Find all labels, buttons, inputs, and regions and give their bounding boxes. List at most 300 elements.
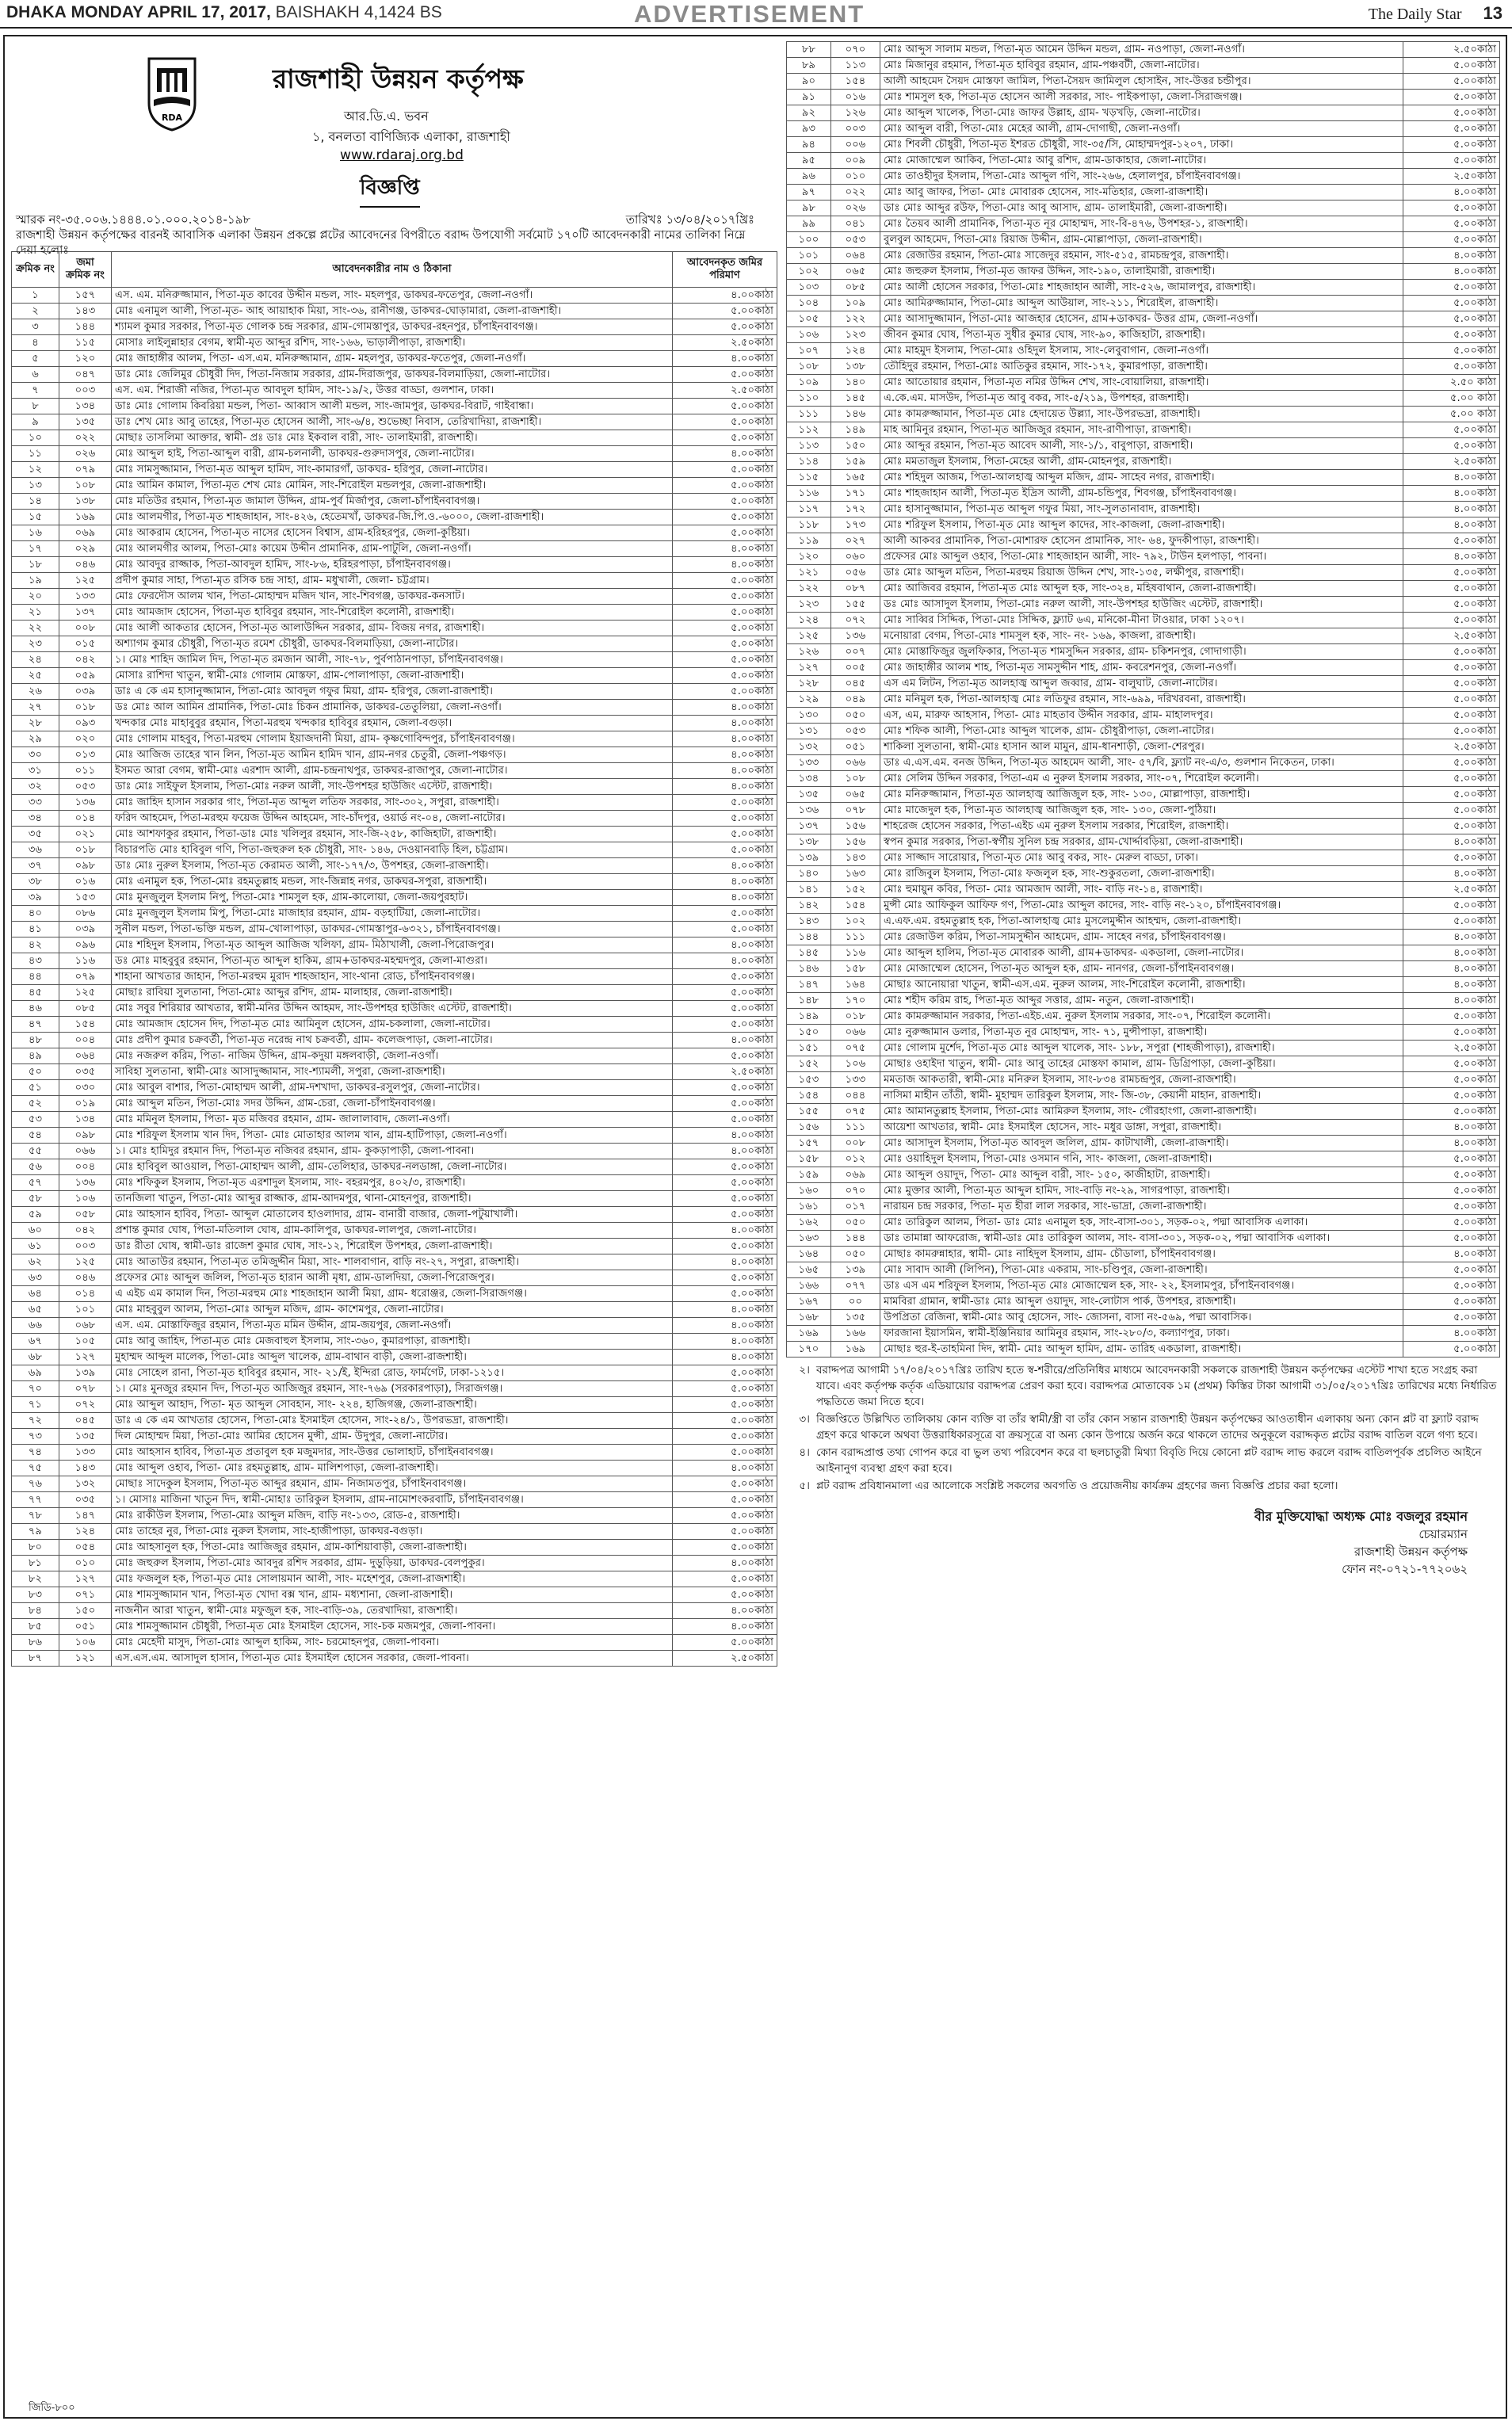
- cell-application-no: ০১৪: [59, 811, 112, 827]
- table-row: [12, 1429, 777, 1445]
- table-row: [787, 121, 1500, 137]
- table-row: [12, 1239, 777, 1254]
- cell-area: ২.৫০কাঠা: [1403, 882, 1500, 898]
- cell-name-address: মোঃ তৈয়ব আলী প্রামানিক, পিতা-মৃত নূর মোহাম্মদ, সাং-বি-৪৭৬, উপশহর-১, রাজশাহী।: [880, 216, 1403, 232]
- cell-serial: ৭৮: [12, 1508, 59, 1524]
- cell-name-address: মোঃ মাহবুবুল আলম, পিতা-মোঃ আব্দুল মজিদ, গ্রাম- কাশেমপুর, জেলা-নাটোর।: [112, 1302, 673, 1318]
- table-row: [787, 1326, 1500, 1342]
- cell-name-address: মোঃ আজিবর রহমান, পিতা-মৃত মোঃ আব্দুল হক, সাং-৩২৪, মহিষবাথান, জেলা-রাজশাহী।: [880, 581, 1403, 597]
- cell-application-no: ১৬৫: [831, 470, 880, 486]
- cell-name-address: মোঃ মনিমুল হক, পিতা-আলহাজ্ব মোঃ লতিফুর রহমান, সাং-৬৯৯, দরিখরবনা, রাজশাহী।: [880, 692, 1403, 708]
- cell-name-address: মোঃ আব্দুল খালেক, পিতা-মোঃ জাফর উল্লাহ, গ্রাম- খড়খড়ি, জেলা-নাটোর।: [880, 105, 1403, 121]
- cell-area: ৫.০০কাঠা: [1403, 1025, 1500, 1041]
- cell-area: ৫.০০কাঠা: [673, 1270, 777, 1286]
- cell-serial: ৯৪: [787, 137, 831, 153]
- cell-application-no: ১৪৫: [831, 391, 880, 407]
- cell-area: ৫.০০কাঠা: [1403, 153, 1500, 169]
- cell-area: ৫.০০কাঠা: [1403, 914, 1500, 930]
- cell-serial: ১৪৫: [787, 945, 831, 961]
- table-row: [787, 407, 1500, 422]
- cell-serial: ৯৬: [787, 169, 831, 185]
- cell-name-address: মোঃ শহিদুল আজম, পিতা-আলহাজ্ব আব্দুল মজিদ, গ্রাম- সাহেব নগর, রাজশাহী।: [880, 470, 1403, 486]
- cell-application-no: ০০৪: [59, 1033, 112, 1048]
- cell-name-address: আলী আকবর প্রামানিক, পিতা-মোশারফ হোসেন প্রামানিক, সাং- ৬৪, ফুদকীপাড়া, রাজশাহী।: [880, 533, 1403, 549]
- cell-area: ৫.০০কাঠা: [1403, 1278, 1500, 1294]
- masthead-section: ADVERTISEMENT: [634, 0, 865, 28]
- cell-area: ৪.০০কাঠা: [1403, 834, 1500, 850]
- cell-application-no: ১৫৭: [59, 288, 112, 304]
- cell-area: ২.৫০কাঠা: [673, 1651, 777, 1667]
- cell-application-no: ০৪১: [831, 216, 880, 232]
- cell-serial: ১৬৮: [787, 1310, 831, 1326]
- cell-application-no: ০৩৯: [59, 922, 112, 937]
- table-row: [787, 771, 1500, 787]
- cell-application-no: ০৯৮: [59, 858, 112, 874]
- cell-area: ২.৫০কাঠা: [673, 1064, 777, 1080]
- table-row: [12, 1112, 777, 1128]
- cell-name-address: এস. এম. মোস্তাফিজুর রহমান, পিতা-মৃত মমিন উদ্দীন, গ্রাম-জয়পুর, জেলা-নওগাঁ।: [112, 1318, 673, 1334]
- cell-area: ৫.০০কাঠা: [673, 621, 777, 636]
- cell-application-no: ১০৮: [831, 771, 880, 787]
- cell-area: ৫.০০কাঠা: [673, 1207, 777, 1223]
- table-row: [12, 1635, 777, 1651]
- cell-name-address: মোঃ মোজাম্মেল হোসেন, পিতা-মৃত আব্দুল হক, গ্রাম- নানগর, জেলা-চাঁপাইনবাবগঞ্জ।: [880, 961, 1403, 977]
- table-row: [12, 319, 777, 335]
- cell-serial: ১৬৩: [787, 1231, 831, 1247]
- cell-name-address: এস এম লিটন, পিতা-মৃত আলহাজ্ব আব্দুল জব্বার, গ্রাম- বালুঘাট, জেলা-নাটোর।: [880, 676, 1403, 692]
- cell-application-no: ১৫২: [831, 882, 880, 898]
- signatory-name: বীর মুক্তিযোদ্ধা অধ্যক্ষ মোঃ বজলুর রহমান: [1254, 1509, 1468, 1524]
- table-row: [12, 573, 777, 589]
- table-row: [12, 1017, 777, 1033]
- cell-area: ৪.০০কাঠা: [1403, 517, 1500, 533]
- table-row: [787, 850, 1500, 866]
- cell-serial: ৮২: [12, 1571, 59, 1587]
- cell-area: ৫.০০কাঠা: [673, 1635, 777, 1651]
- table-row: [12, 589, 777, 605]
- cell-serial: ৭৩: [12, 1429, 59, 1445]
- cell-name-address: মোঃ সামসুজ্জামান, পিতা-মৃত আব্দুল হামিদ, সাং-কামারগাঁ, ডাকঘর- হরিপুর, জেলা-নাটোর।: [112, 462, 673, 478]
- cell-serial: ৫৯: [12, 1207, 59, 1223]
- cell-serial: ১৫১: [787, 1041, 831, 1056]
- cell-serial: ১২১: [787, 565, 831, 581]
- cell-serial: ৯৯: [787, 216, 831, 232]
- cell-serial: ৩২: [12, 779, 59, 795]
- table-row: [787, 866, 1500, 882]
- cell-serial: ১৫৩: [787, 1072, 831, 1088]
- table-row: [787, 1009, 1500, 1025]
- cell-serial: ৬৮: [12, 1350, 59, 1365]
- cell-serial: ১৮: [12, 557, 59, 573]
- cell-name-address: ডাঃ মোঃ সাইফুল ইসলাম, পিতা-মোঃ নরুল আলী, সাং-উপশহর হাউজিং এস্টেট, রাজশাহী।: [112, 779, 673, 795]
- cell-name-address: ডাঃ মোঃ আব্দুল মতিন, পিতা-মরহুম রিয়াজ উদ্দিন শেখ, সাং-১৩৫, লক্ষীপুর, রাজশাহী।: [880, 565, 1403, 581]
- cell-serial: ১১৬: [787, 486, 831, 502]
- cell-serial: ১৫৮: [787, 1151, 831, 1167]
- cell-serial: ২১: [12, 605, 59, 621]
- cell-serial: ২৬: [12, 684, 59, 700]
- table-row: [12, 1207, 777, 1223]
- cell-area: ৫.০০কাঠা: [673, 636, 777, 652]
- table-row: [12, 1270, 777, 1286]
- cell-area: ৫.০০কাঠা: [673, 1191, 777, 1207]
- cell-name-address: মোঃ আবু জাহিদ, পিতা-মৃত মোঃ মেজবাহুল ইসলাম, সাং-৩৬০, কুমারপাড়া, রাজশাহী।: [112, 1334, 673, 1350]
- table-row: [12, 605, 777, 621]
- cell-area: ৪.০০কাঠা: [673, 1033, 777, 1048]
- cell-area: ৫.০০কাঠা: [673, 430, 777, 446]
- cell-area: ৫.০০কাঠা: [673, 811, 777, 827]
- cell-name-address: মোঃ আতাউর রহমান, পিতা-মৃত তমিজুদ্দীন মিয়া, সাং- শালবাগান, বাড়ি নং-২৭, সপুরা, রাজশাহী।: [112, 1254, 673, 1270]
- cell-area: ৫.০০কাঠা: [1403, 121, 1500, 137]
- cell-name-address: মোঃ মাজেদুল হক, পিতা-মৃত আলহাজ্ব আজিজুল হক, সাং- ১৩০, জেলা-পুঠিয়া।: [880, 803, 1403, 819]
- cell-application-no: ০০৮: [59, 621, 112, 636]
- table-row: [787, 945, 1500, 961]
- table-row: [787, 993, 1500, 1009]
- cell-application-no: ০০৫: [831, 660, 880, 676]
- table-row: [12, 1144, 777, 1159]
- cell-serial: ৭৪: [12, 1445, 59, 1461]
- signatory-office: রাজশাহী উন্নয়ন কর্তৃপক্ষ: [1354, 1545, 1468, 1559]
- org-building: আর.ডি.এ. ভবন: [344, 109, 429, 124]
- table-row: [12, 652, 777, 668]
- table-row: [12, 399, 777, 414]
- cell-area: ৫.০০কাঠা: [673, 573, 777, 589]
- cell-serial: ৯৭: [787, 185, 831, 200]
- cell-serial: ১৫৬: [787, 1120, 831, 1136]
- notice-intro: রাজশাহী উন্নয়ন কর্তৃপক্ষের বারনই আবাসিক এলাকা উন্নয়ন প্রকল্পে প্লটের আবেদনের বিপরীতে বরাদ্দ উপযোগী সর্বমোট ১৭০টি আবেদনকারী নামের তালিকা নিম্নে দেয়া হলোঃ: [16, 229, 746, 257]
- cell-application-no: ১৩৫: [59, 414, 112, 430]
- cell-application-no: ০৬৫: [831, 787, 880, 803]
- cell-serial: ৫৫: [12, 1144, 59, 1159]
- cell-serial: ৪৮: [12, 1033, 59, 1048]
- cell-area: ৫.০০কাঠা: [1403, 771, 1500, 787]
- cell-application-no: ১২৫: [59, 573, 112, 589]
- cell-serial: ১৪২: [787, 898, 831, 914]
- table-row: [787, 1199, 1500, 1215]
- table-row: [12, 1651, 777, 1667]
- cell-area: ৫.০০কাঠা: [673, 1381, 777, 1397]
- cell-serial: ১০: [12, 430, 59, 446]
- cell-area: ৫.০০কাঠা: [673, 494, 777, 510]
- table-row: [12, 700, 777, 716]
- cell-name-address: মোঃ শফিকুল ইসলাম, পিতা-মৃত এরশাদুল ইসলাম, সাং- বহরমপুর, ৪০২/৩, রাজশাহী।: [112, 1175, 673, 1191]
- cell-application-no: ১৩৫: [59, 1429, 112, 1445]
- table-row: [787, 42, 1500, 58]
- cell-serial: ৮৯: [787, 58, 831, 74]
- cell-serial: ৭১: [12, 1397, 59, 1413]
- cell-area: ৫.০০কাঠা: [1403, 787, 1500, 803]
- cell-area: ৫.০০কাঠা: [673, 1540, 777, 1556]
- cell-serial: ১১: [12, 446, 59, 462]
- cell-serial: ১৬১: [787, 1199, 831, 1215]
- cell-application-no: ০৭৯: [59, 462, 112, 478]
- cell-serial: ১৯: [12, 573, 59, 589]
- cell-area: ৫.০০কাঠা: [673, 795, 777, 811]
- cell-application-no: ১০৯: [831, 296, 880, 311]
- cell-application-no: ০৪২: [59, 1223, 112, 1239]
- table-row: [787, 264, 1500, 280]
- cell-application-no: ০৫৮: [59, 1207, 112, 1223]
- cell-application-no: ০৪৭: [59, 367, 112, 383]
- cell-name-address: ডাঃ মোঃ জেলিমুর চৌধুরী দিদ, পিতা-নিজাম সরকার, গ্রাম-দিরাজপুর, ডাকঘর-বিলমাড়িয়া, জেলা-নাটোর।: [112, 367, 673, 383]
- table-row: [12, 557, 777, 573]
- cell-serial: ১৪১: [787, 882, 831, 898]
- table-row: [787, 628, 1500, 644]
- cell-area: ৫.০০কাঠা: [673, 1476, 777, 1492]
- note-number: ২।: [799, 1364, 810, 1377]
- cell-name-address: মোসাঃ রাশিদা খাতুন, স্বামী-মোঃ গোলাম মোস্তফা, গ্রাম-পোলাপাড়া, জেলা-রাজশাহী।: [112, 668, 673, 684]
- table-row: [12, 1175, 777, 1191]
- cell-application-no: ০৪৫: [831, 676, 880, 692]
- table-row: [787, 296, 1500, 311]
- cell-application-no: ০৬৪: [831, 248, 880, 264]
- cell-application-no: ০১৬: [59, 874, 112, 890]
- cell-serial: ১৭: [12, 541, 59, 557]
- cell-application-no: ১৫০: [831, 438, 880, 454]
- right-table-body: [787, 42, 1500, 1358]
- cell-area: ৫.০০কাঠা: [1403, 1342, 1500, 1358]
- cell-name-address: মোছাঃ ওহাইদা খাতুন, স্বামী- মোঃ আবু তাহের মোস্তফা কামাল, গ্রাম- ডিগ্রিপাড়া, জেলা-কুষ্টিয়া।: [880, 1056, 1403, 1072]
- advertisement-frame: [3, 35, 1507, 2419]
- cell-serial: ৪১: [12, 922, 59, 937]
- cell-serial: ১১০: [787, 391, 831, 407]
- cell-serial: ১৩৩: [787, 755, 831, 771]
- table-row: [787, 834, 1500, 850]
- cell-serial: ৩৫: [12, 827, 59, 842]
- cell-area: ৪.০০কাঠা: [673, 716, 777, 731]
- cell-serial: ১১১: [787, 407, 831, 422]
- cell-application-no: ০৪৬: [59, 557, 112, 573]
- cell-name-address: মোঃ আব্দুস সালাম মন্ডল, পিতা-মৃত আমেন উদ্দিন মন্ডল, গ্রাম- নওপাড়া, জেলা-নওগাঁ।: [880, 42, 1403, 58]
- cell-serial: ৪২: [12, 937, 59, 953]
- cell-name-address: মোঃ এনামুল হক, পিতা-মোঃ রহমতুল্লাহ মন্ডল, সাং-জিন্নাহ নগর, ডাকঘর-সপুরা, রাজশাহী।: [112, 874, 673, 890]
- cell-serial: ৪৪: [12, 969, 59, 985]
- cell-name-address: ডঃ মোঃ আল আমিন প্রামানিক, পিতা-মোঃ চিকন প্রামানিক, ডাকঘর-তেতুলিয়া, জেলা-নওগাঁ।: [112, 700, 673, 716]
- cell-name-address: মোঃ মুনজুলুল ইসলাম মিপু, পিতা-মোঃ মাজাহার রহমান, গ্রাম- বড়হাটিয়া, জেলা-নাটোর।: [112, 906, 673, 922]
- cell-serial: ১৬: [12, 525, 59, 541]
- cell-name-address: মোঃ হাবিবুল আওয়াল, পিতা-মোহাম্মদ আলী, গ্রাম-তেলিহার, ডাকঘর-নলডাঙ্গা, জেলা-নাটোর।: [112, 1159, 673, 1175]
- table-row: [787, 169, 1500, 185]
- cell-area: ৪.০০কাঠা: [673, 890, 777, 906]
- cell-application-no: ০১৮: [59, 842, 112, 858]
- ad-reference: জিডি-৮০০: [29, 2402, 75, 2414]
- cell-area: ৫.০০কাঠা: [1403, 311, 1500, 327]
- cell-name-address: মোঃ শামসুজ্জামান খান, পিতা-মৃত খোদা বক্স খান, গ্রাম- মধ্যশানা, জেলা-রাজশাহী।: [112, 1587, 673, 1603]
- cell-application-no: ১০৬: [831, 1056, 880, 1072]
- cell-area: ৪.০০কাঠা: [673, 446, 777, 462]
- memo-date: তারিখঃ ১৩/০৪/২০১৭খ্রিঃ: [625, 212, 754, 227]
- cell-application-no: ০৭২: [59, 1397, 112, 1413]
- cell-name-address: মোঃ শাহজাহান আলী, পিতা-মৃত ইদ্রিস আলী, গ্রাম-চন্ডিপুর, শিবগঞ্জ, চাঁপাইনবাবগঞ্জ।: [880, 486, 1403, 502]
- table-row: [12, 1556, 777, 1571]
- cell-area: ৪.০০কাঠা: [673, 747, 777, 763]
- cell-area: ৪.০০কাঠা: [1403, 977, 1500, 993]
- cell-serial: ৮০: [12, 1540, 59, 1556]
- org-name: রাজশাহী উন্নয়ন কর্তৃপক্ষ: [273, 63, 524, 94]
- cell-name-address: মুহাম্মদ আব্দুল মালেক, পিতা-মোঃ আব্দুল খালেক, গ্রাম-বাথান বাড়ী, জেলা-রাজশাহী।: [112, 1350, 673, 1365]
- cell-application-no: ০৫১: [831, 739, 880, 755]
- cell-area: ৫.০০কাঠা: [1403, 803, 1500, 819]
- table-row: [787, 1342, 1500, 1358]
- table-row: [12, 304, 777, 319]
- cell-name-address: ফারজানা ইয়াসমিন, স্বামী-ইঞ্জিনিয়ার আমিনুর রহমান, সাং-২৮০/৩, কল্যাণপুর, ঢাকা।: [880, 1326, 1403, 1342]
- cell-name-address: ডাঃ এ.এস.এম. বনজ উদ্দিন, পিতা-মৃত আহমেদ আলী, সাং- ৫৭/বি, ফ্ল্যাট নং-এ/৩, গুলশান নিকেতন, ঢাকা।: [880, 755, 1403, 771]
- cell-name-address: মোঃ শামসুজ্জামান চৌধুরী, পিতা-মৃত মোঃ ইসমাইল হোসেন, সাং-চক মজমপুর, জেলা-পাবনা।: [112, 1619, 673, 1635]
- cell-serial: ১৫: [12, 510, 59, 525]
- masthead-dateline: [6, 3, 442, 22]
- table-row: [12, 811, 777, 827]
- cell-serial: ৭২: [12, 1413, 59, 1429]
- cell-name-address: মোঃ আব্দুল মতিন, পিতা-মোঃ সদর উদ্দিন, গ্রাম-চেরা, জেলা-চাঁপাইনবাবগঞ্জ।: [112, 1096, 673, 1112]
- table-row: [12, 1064, 777, 1080]
- cell-name-address: প্রশান্ত কুমার ঘোষ, পিতা-মতিলাল ঘোষ, গ্রাম-কালিপুর, ডাকঘর-লালপুর, জেলা-নাটোর।: [112, 1223, 673, 1239]
- cell-area: ৫.০০কাঠা: [1403, 1215, 1500, 1231]
- cell-area: ৫.০০কাঠা: [1403, 1183, 1500, 1199]
- header-area: আবেদনকৃত জমির পরিমাণ: [673, 252, 777, 288]
- cell-name-address: সাবিহা সুলতানা, স্বামী-মোঃ আসাদুজ্জামান, সাং-শ্যামলী, সপুরা, জেলা-রাজশাহী।: [112, 1064, 673, 1080]
- cell-area: ৫.০০কাঠা: [673, 668, 777, 684]
- cell-application-no: ০৫০: [831, 1247, 880, 1262]
- table-row: [787, 486, 1500, 502]
- table-row: [12, 621, 777, 636]
- table-row: [787, 1183, 1500, 1199]
- cell-application-no: ০৭৮: [831, 803, 880, 819]
- cell-area: ২.৫০কাঠা: [673, 335, 777, 351]
- cell-area: ৪.০০কাঠা: [673, 763, 777, 779]
- cell-application-no: ০৬৬: [59, 1144, 112, 1159]
- cell-area: ৪.০০কাঠা: [673, 1302, 777, 1318]
- masthead-bs-date: BAISHAKH 4,1424 BS: [275, 3, 442, 21]
- cell-application-no: ০৩৫: [59, 1064, 112, 1080]
- cell-area: ৫.০০কাঠা: [673, 1239, 777, 1254]
- cell-serial: ১৫৯: [787, 1167, 831, 1183]
- table-row: [12, 446, 777, 462]
- cell-application-no: ১৩৮: [831, 359, 880, 375]
- cell-application-no: ০৫৩: [831, 724, 880, 739]
- cell-name-address: মোঃ আকরাম হোসেন, পিতা-মৃত নাসের হোসেন বিশ্বাস, গ্রাম-হরিহরপুর, জেলা-কুষ্টিয়া।: [112, 525, 673, 541]
- cell-application-no: ১৩৩: [59, 589, 112, 605]
- cell-area: ২.৫০কাঠা: [1403, 1041, 1500, 1056]
- table-row: [787, 1120, 1500, 1136]
- cell-name-address: মোঃ আমিন কামাল, পিতা-মৃত শেখ মোঃ মোমিন, সাং-শিরোইল মন্ডলপুর, জেলা-রাজশাহী।: [112, 478, 673, 494]
- cell-area: ৫.০০কাঠা: [1403, 137, 1500, 153]
- cell-application-no: ১১৬: [59, 953, 112, 969]
- cell-area: ৫.০০কাঠা: [1403, 533, 1500, 549]
- cell-serial: ১৭০: [787, 1342, 831, 1358]
- cell-area: ৫.০০কাঠা: [1403, 1294, 1500, 1310]
- cell-area: ৫.০০কাঠা: [1403, 58, 1500, 74]
- table-row: [12, 1080, 777, 1096]
- cell-application-no: ১৩৫: [831, 1310, 880, 1326]
- cell-area: ৫.০০কাঠা: [1403, 90, 1500, 105]
- cell-application-no: ০৭১: [59, 1587, 112, 1603]
- cell-name-address: অশ্যাগম কুমার চৌধুরী, পিতা-মৃত রমেশ চৌধুরী, ডাকঘর-বিলমাড়িয়া, জেলা-নাটোর।: [112, 636, 673, 652]
- cell-name-address: মোঃ শরিফুল ইসলাম, পিতা-মৃত মোঃ আব্দুল কাদের, সাং-কাজলা, জেলা-রাজশাহী।: [880, 517, 1403, 533]
- cell-area: ৫.০০কাঠা: [673, 1571, 777, 1587]
- table-row: [12, 1191, 777, 1207]
- cell-application-no: ১৫৫: [831, 597, 880, 613]
- cell-area: ৫.০০কাঠা: [673, 1397, 777, 1413]
- cell-area: ৪.০০কাঠা: [1403, 185, 1500, 200]
- cell-name-address: মোছাঃ রাবিয়া সুলতানা, পিতা-মোঃ আব্দুর রশিদ, গ্রাম- মালাহার, জেলা-রাজশাহী।: [112, 985, 673, 1001]
- table-row: [12, 731, 777, 747]
- cell-serial: ১৩৫: [787, 787, 831, 803]
- cell-area: ৪.০০কাঠা: [1403, 945, 1500, 961]
- table-row: [787, 755, 1500, 771]
- table-row: [787, 724, 1500, 739]
- cell-name-address: ডঃ মোঃ আসাদুল ইসলাম, পিতা-মোঃ নরুল আলী, সাং-উপশহর হাউজিং এস্টেট, রাজশাহী।: [880, 597, 1403, 613]
- table-row: [12, 1223, 777, 1239]
- cell-name-address: সুনীল মন্ডল, পিতা-ভক্তি মন্ডল, গ্রাম-খোলাপাড়া, ডাকঘর-গোমস্তাপুর-৬৩২১, চাঁপাইনবাবগঞ্জ।: [112, 922, 673, 937]
- cell-area: ৫.০০কাঠা: [1403, 850, 1500, 866]
- cell-area: ৫.০০কাঠা: [673, 589, 777, 605]
- cell-serial: ১০৩: [787, 280, 831, 296]
- cell-serial: ২৩: [12, 636, 59, 652]
- cell-name-address: মোঃ আব্দুল ওয়াদুদ, পিতা- মোঃ আব্দুল বারী, সাং- ১৫০, কাজীহাটা, রাজশাহী।: [880, 1167, 1403, 1183]
- cell-serial: ৭৬: [12, 1476, 59, 1492]
- cell-area: ৪.০০কাঠা: [673, 1334, 777, 1350]
- cell-application-no: ১৩৬: [831, 628, 880, 644]
- cell-application-no: ০৫৯: [59, 668, 112, 684]
- cell-area: ৫.০০কাঠা: [673, 414, 777, 430]
- cell-serial: ১২৫: [787, 628, 831, 644]
- org-website-link[interactable]: www.rdaraj.org.bd: [340, 147, 464, 163]
- cell-application-no: ০৪৪: [831, 1088, 880, 1104]
- cell-application-no: ১৭২: [831, 502, 880, 517]
- cell-serial: ৮৮: [787, 42, 831, 58]
- cell-application-no: ০৯৬: [59, 937, 112, 953]
- table-row: [12, 763, 777, 779]
- table-row: [12, 1619, 777, 1635]
- table-row: [787, 280, 1500, 296]
- cell-application-no: ১৩৩: [831, 1072, 880, 1088]
- table-row: [787, 248, 1500, 264]
- cell-area: ৪.০০কাঠা: [1403, 930, 1500, 945]
- cell-area: ৫.০০কাঠা: [1403, 755, 1500, 771]
- cell-name-address: মুন্সী মোঃ আফিকুল আফিফ গণ, পিতা-মোঃ আব্দুল কাদের, সাং- বাড়ি নং-১২০, চাঁপাইনবাবগঞ্জ।: [880, 898, 1403, 914]
- cell-area: ৫.০০কাঠা: [1403, 676, 1500, 692]
- table-row: [12, 1461, 777, 1476]
- cell-name-address: মোঃ আতোয়ার রহমান, পিতা-মৃত নমির উদ্দিন শেখ, সাং-বোয়ালিয়া, রাজশাহী।: [880, 375, 1403, 391]
- table-row: [787, 438, 1500, 454]
- table-row: [12, 367, 777, 383]
- cell-serial: ৭৫: [12, 1461, 59, 1476]
- cell-application-no: ১৭৩: [831, 517, 880, 533]
- cell-name-address: মোঃ শরিফুল ইসলাম খান দিদ, পিতা- মোঃ মোতাহার আলম খান, গ্রাম-হাটিপাড়া, জেলা-নওগাঁ।: [112, 1128, 673, 1144]
- cell-application-no: ০১৩: [59, 747, 112, 763]
- cell-area: ৫.০০কাঠা: [1403, 644, 1500, 660]
- cell-name-address: মোঃ রাকীউল ইসলাম, পিতা-মোঃ আব্দুল মজিদ, বাড়ি নং-১৩৩, রোড-৫, রাজশাহী।: [112, 1508, 673, 1524]
- note-item: [786, 1411, 1499, 1443]
- cell-serial: ৫১: [12, 1080, 59, 1096]
- table-row: [787, 819, 1500, 834]
- cell-name-address: মোঃ আমজাদ হোসেন, পিতা-মৃত হাবিবুর রহমান, সাং-শিরোইল কলোনী, রাজশাহী।: [112, 605, 673, 621]
- cell-application-no: ১১১: [831, 1120, 880, 1136]
- table-row: [787, 185, 1500, 200]
- cell-area: ৫.০০ কাঠা: [1403, 407, 1500, 422]
- table-row: [787, 1294, 1500, 1310]
- cell-name-address: তৌহিদুর রহমান, পিতা-মোঃ আতিকুর রহমান, সাং-১৭২, কুমারপাড়া, রাজশাহী।: [880, 359, 1403, 375]
- cell-area: ৪.০০কাঠা: [673, 1350, 777, 1365]
- cell-serial: ১০৮: [787, 359, 831, 375]
- signatory-phone: ফোন নং-০৭২১-৭৭২০৬২: [1342, 1562, 1468, 1576]
- cell-application-no: ১৩৪: [59, 399, 112, 414]
- cell-serial: ১৪: [12, 494, 59, 510]
- cell-area: ৫.০০কাঠা: [673, 842, 777, 858]
- cell-area: ৫.০০কাঠা: [673, 1365, 777, 1381]
- cell-name-address: ডাঃ রীতা ঘোষ, স্বামী-ডাঃ রাজেশ কুমার ঘোষ, সাং-১২, শিরোইল উপশহর, জেলা-রাজশাহী।: [112, 1239, 673, 1254]
- cell-serial: ১১৫: [787, 470, 831, 486]
- cell-name-address: এস. এম. মনিরুজ্জামান, পিতা-মৃত কাবের উদ্দীন মন্ডল, সাং- মহলপুর, ডাকঘর-ফতেপুর, জেলা-নওগাঁ।: [112, 288, 673, 304]
